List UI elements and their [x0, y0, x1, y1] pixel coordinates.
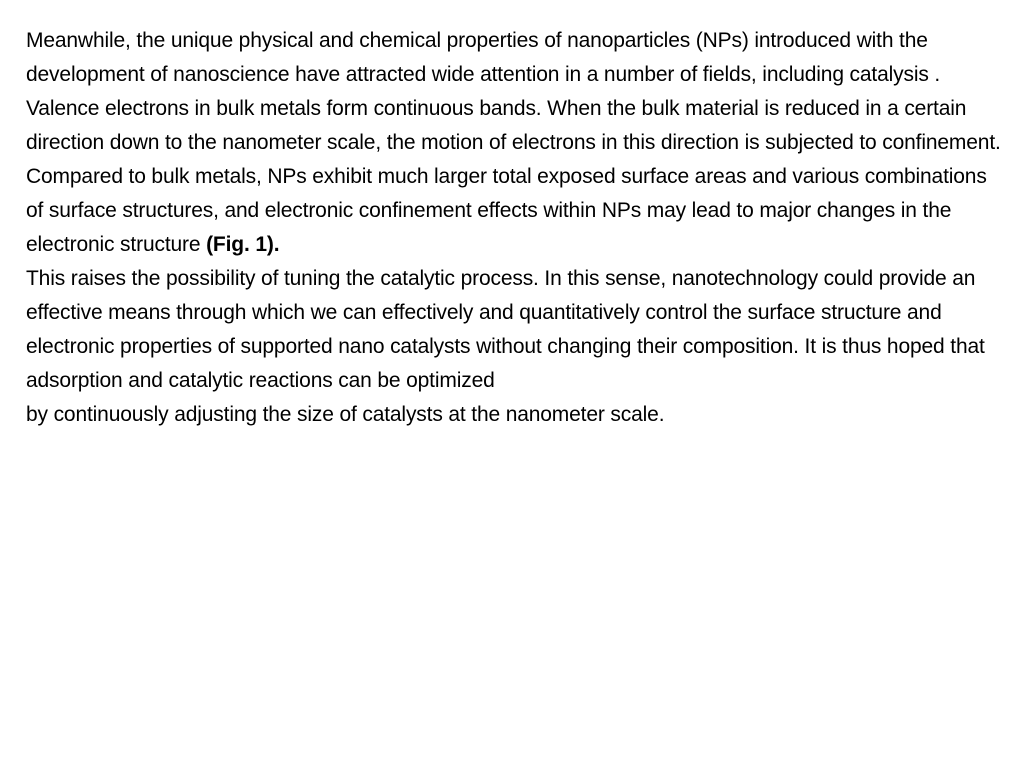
slide-body-text	[26, 24, 1006, 432]
paragraph-nanoparticles-properties	[26, 24, 1006, 262]
paragraph-1-text: Meanwhile, the unique physical and chemical properties of nanoparticles (NPs) introduced with the development of nanoscience have attracted wide attention in a number of fields, including catalysis . Valence electrons in bulk metals form continuous bands. When the bulk material is reduced in a certain direction down to the nanometer scale, the motion of electrons in this direction is subjected to confinement. Compared to bulk metals, NPs exhibit much larger total exposed surface areas and various combinations of surface structures, and electronic confinement effects within NPs may lead to major changes in the electronic structure	[26, 29, 1001, 256]
paragraph-tuning-catalysis: This raises the possibility of tuning the catalytic process. In this sense, nanotechnology could provide an effective means through which we can effectively and quantitatively control the surface structure and electronic properties of supported nano catalysts without changing their composition. It is thus hoped that adsorption and catalytic reactions can be optimized	[26, 267, 985, 392]
paragraph-size-adjustment: by continuously adjusting the size of catalysts at the nanometer scale.	[26, 403, 665, 426]
figure-reference: (Fig. 1).	[206, 233, 280, 256]
